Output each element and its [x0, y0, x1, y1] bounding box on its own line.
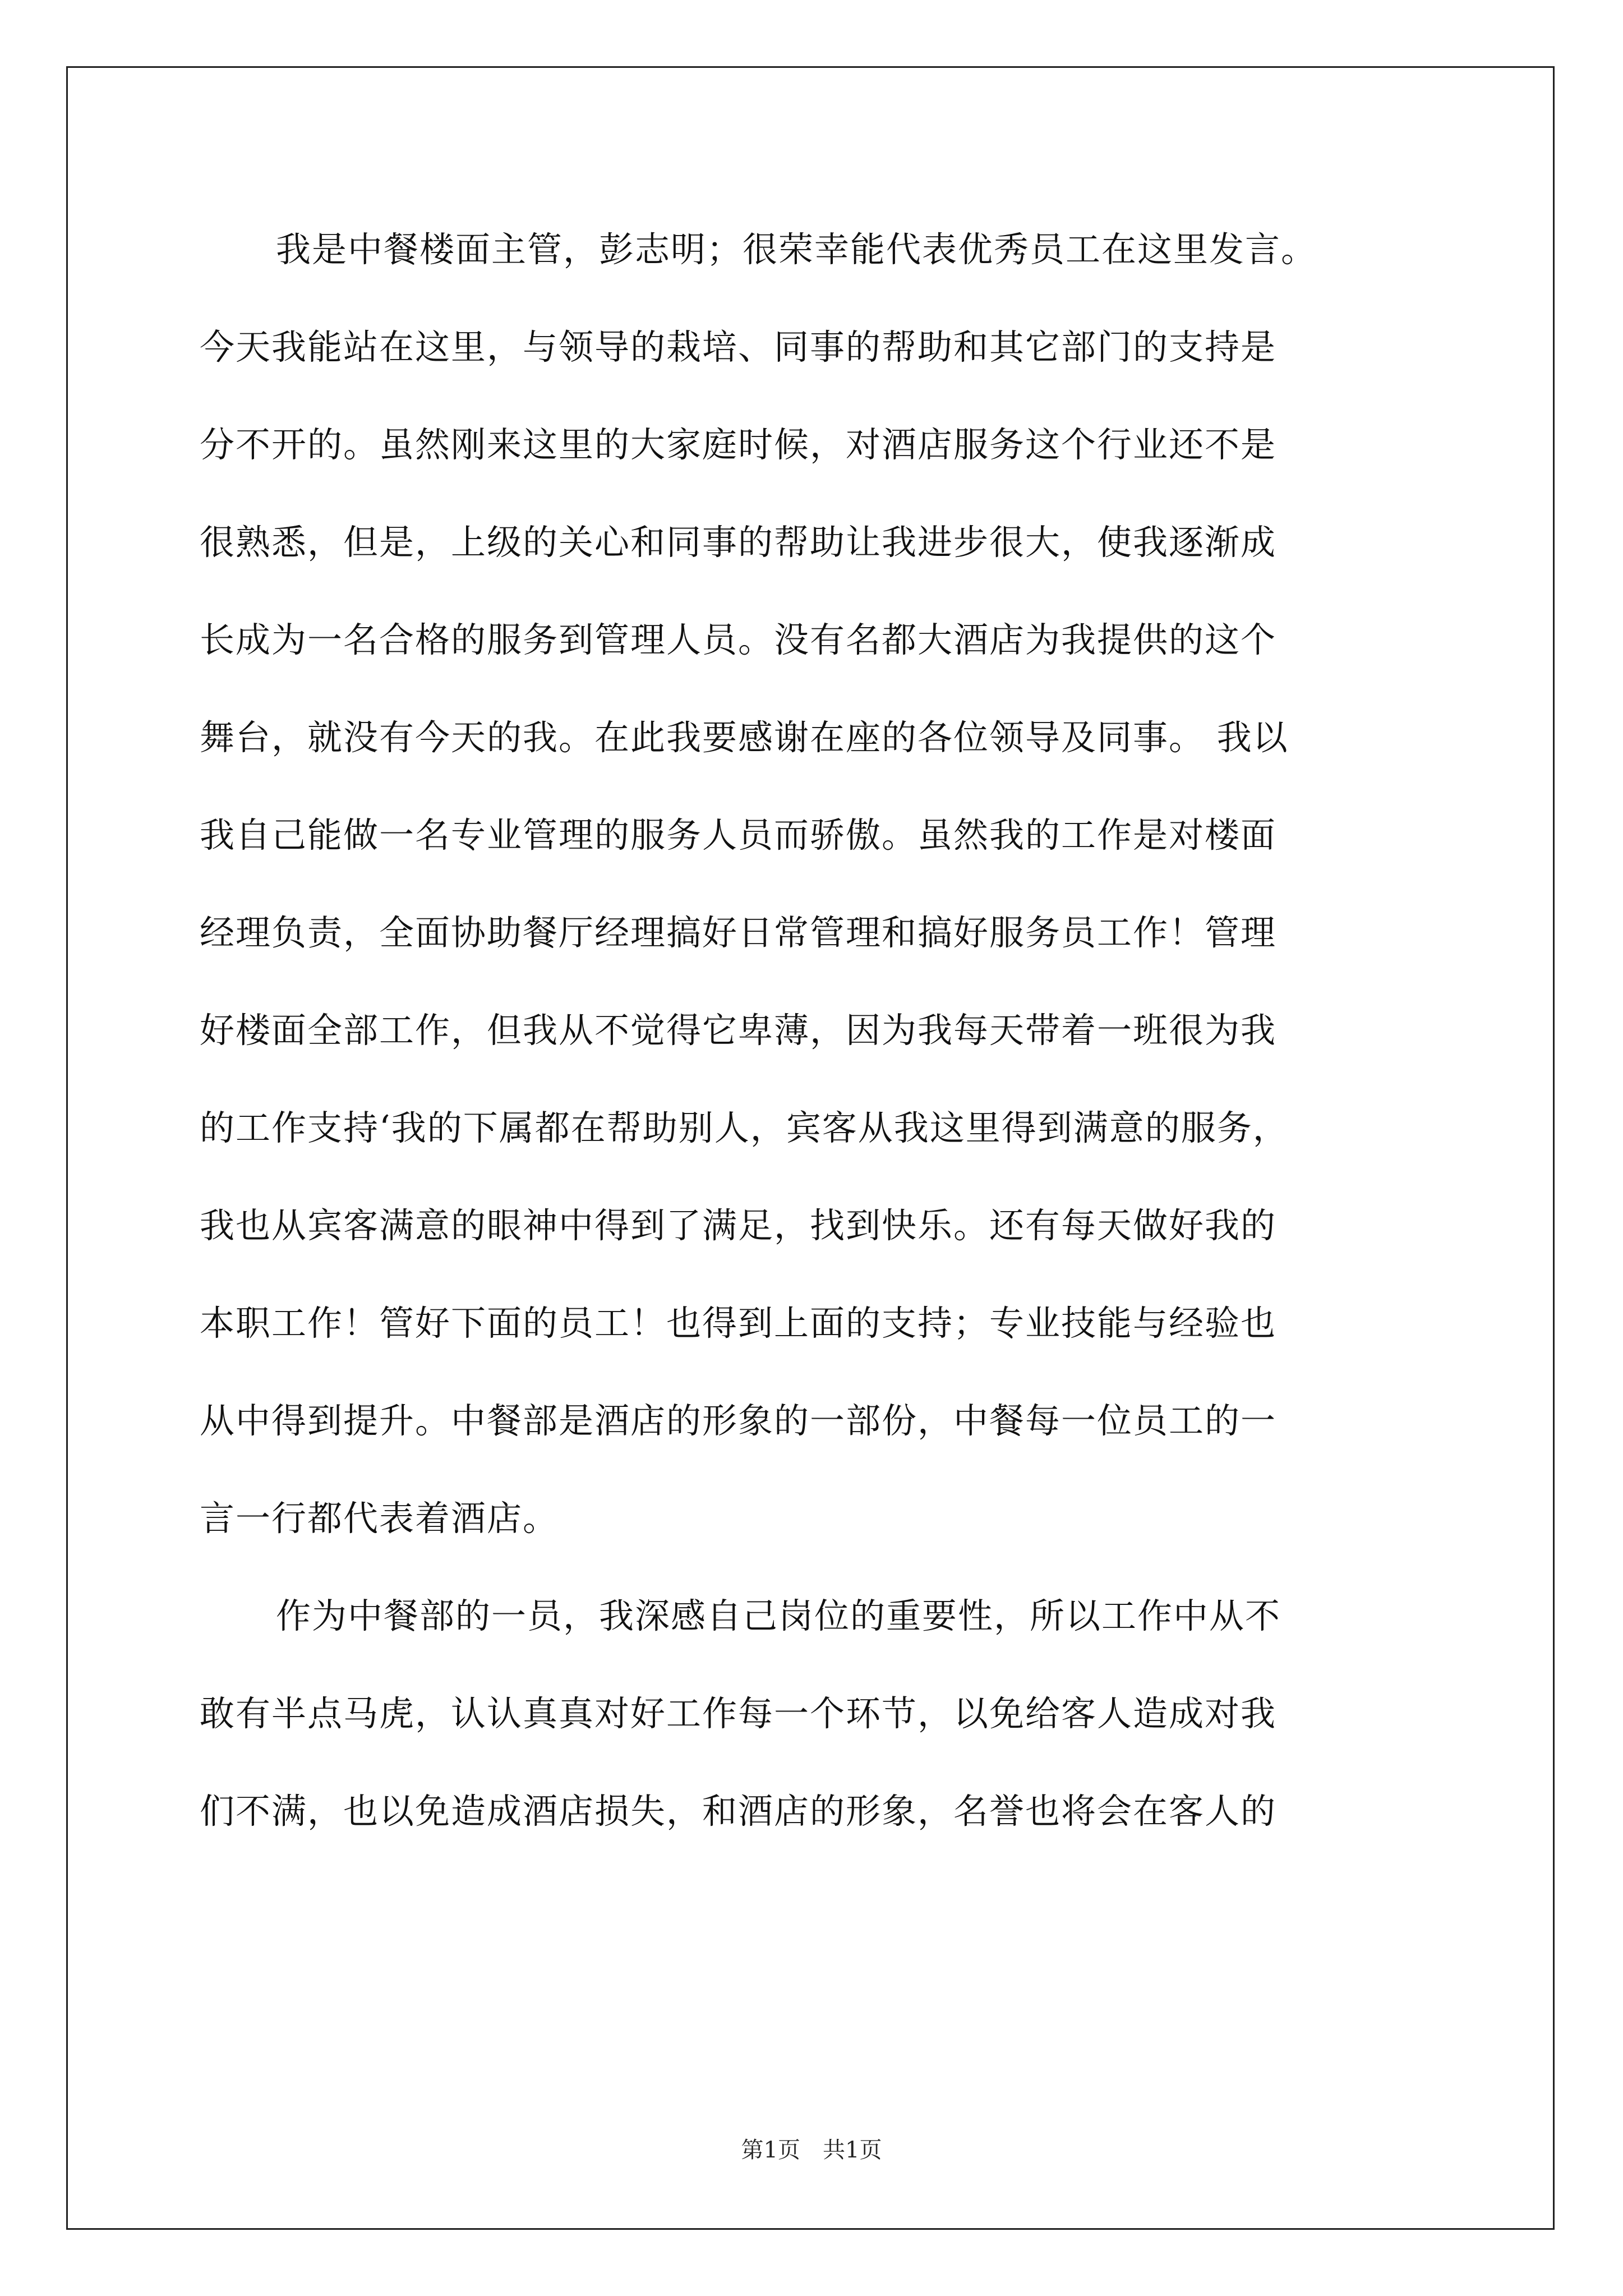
paragraph-line: 今天我能站在这里，与领导的栽培、同事的帮助和其它部门的支持是 [200, 326, 1277, 367]
paragraph-line: 我也从宾客满意的眼神中得到了满足，找到快乐。还有每天做好我的 [200, 1205, 1277, 1246]
paragraph-line: 们不满，也以免造成酒店损失，和酒店的形象，名誉也将会在客人的 [200, 1791, 1277, 1832]
document-body [200, 201, 1433, 1860]
paragraph-line: 言一行都代表着酒店。 [200, 1498, 559, 1539]
paragraph-line: 的工作支持‘我的下属都在帮助别人，宾客从我这里得到满意的服务， [200, 1107, 1289, 1148]
paragraph-line: 从中得到提升。中餐部是酒店的形象的一部份，中餐每一位员工的一 [200, 1400, 1277, 1441]
paragraph-line: 长成为一名合格的服务到管理人员。没有名都大酒店为我提供的这个 [200, 619, 1277, 660]
paragraph-line: 我自己能做一名专业管理的服务人员而骄傲。虽然我的工作是对楼面 [200, 815, 1277, 855]
paragraph-line: 好楼面全部工作，但我从不觉得它卑薄，因为我每天带着一班很为我 [200, 1010, 1277, 1051]
paragraph-line: 我是中餐楼面主管，彭志明；很荣幸能代表优秀员工在这里发言。 [276, 229, 1317, 270]
paragraph-line: 很熟悉，但是，上级的关心和同事的帮助让我进步很大，使我逐渐成 [200, 522, 1277, 563]
paragraph-line: 分不开的。虽然刚来这里的大家庭时候，对酒店服务这个行业还不是 [200, 424, 1277, 465]
paragraph-line: 作为中餐部的一员，我深感自己岗位的重要性，所以工作中从不 [276, 1595, 1281, 1636]
paragraph-line: 经理负责，全面协助餐厅经理搞好日常管理和搞好服务员工作！管理 [200, 912, 1277, 953]
paragraph-line: 敢有半点马虎，认认真真对好工作每一个环节，以免给客人造成对我 [200, 1693, 1277, 1734]
paragraph-line: 本职工作！管好下面的员工！也得到上面的支持；专业技能与经验也 [200, 1303, 1277, 1343]
paragraph-line: 舞台，就没有今天的我。在此我要感谢在座的各位领导及同事。 我以 [200, 717, 1289, 758]
page-number-footer: 第1页 共1页 [741, 2137, 882, 2163]
